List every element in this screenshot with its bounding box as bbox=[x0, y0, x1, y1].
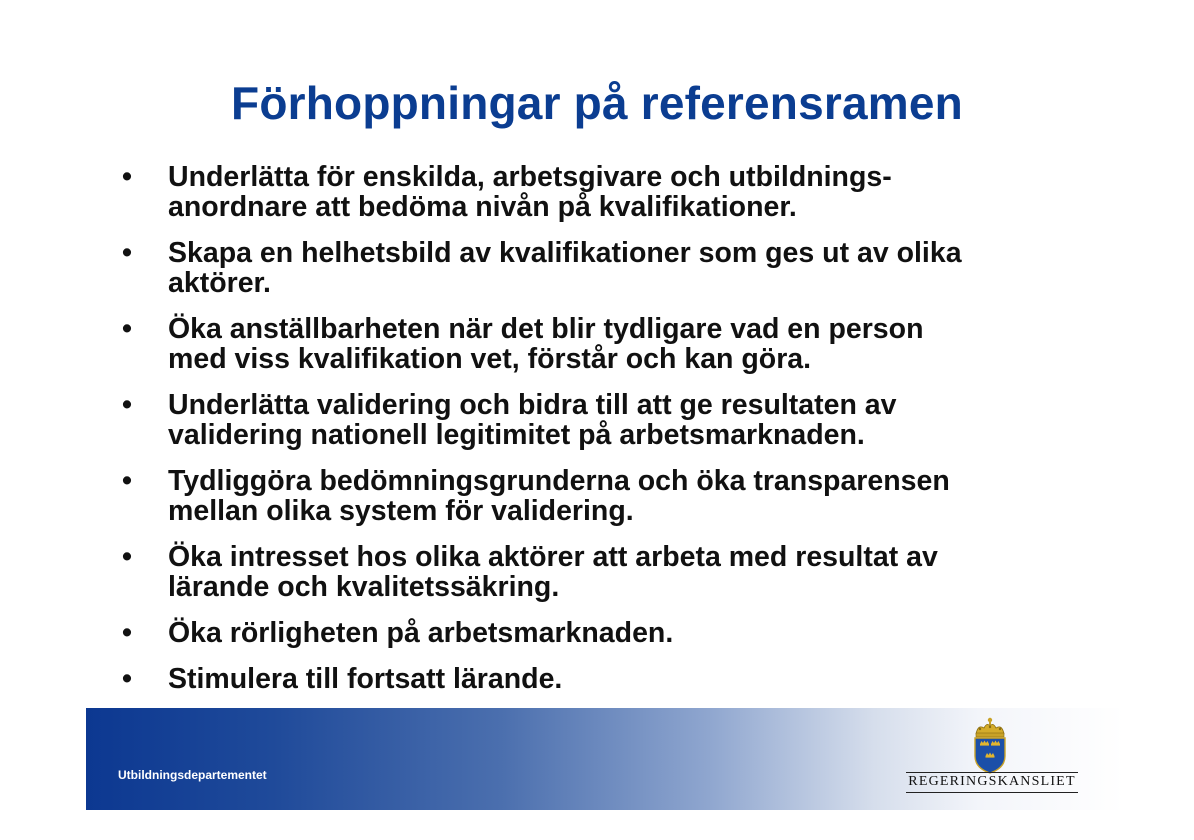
bullet-item bbox=[122, 162, 1082, 222]
government-logo bbox=[900, 716, 1080, 800]
bullet-dot: • bbox=[122, 617, 132, 649]
bullet-dot: • bbox=[122, 663, 132, 695]
bullet-item bbox=[122, 314, 1082, 374]
bullet-item bbox=[122, 542, 1082, 602]
bullet-list bbox=[122, 162, 1082, 710]
logo-rule-top bbox=[906, 772, 1078, 773]
bullet-line: Öka rörligheten på arbetsmarknaden. bbox=[168, 617, 674, 649]
bullet-line: anordnare att bedöma nivån på kvalifikationer. bbox=[168, 191, 797, 223]
bullet-item bbox=[122, 238, 1082, 298]
bullet-line: aktörer. bbox=[168, 267, 271, 299]
bullet-line: Skapa en helhetsbild av kvalifikationer som ges ut av olika bbox=[168, 237, 962, 269]
bullet-dot: • bbox=[122, 313, 132, 345]
logo-text: REGERINGSKANSLIET bbox=[908, 774, 1076, 789]
bullet-line: validering nationell legitimitet på arbetsmarknaden. bbox=[168, 419, 865, 451]
bullet-line: med viss kvalifikation vet, förstår och kan göra. bbox=[168, 343, 812, 375]
bullet-line: Tydliggöra bedömningsgrunderna och öka transparensen bbox=[168, 465, 950, 497]
bullet-item bbox=[122, 618, 1082, 648]
bullet-line: lärande och kvalitetssäkring. bbox=[168, 571, 560, 603]
department-label: Utbildningsdepartementet bbox=[118, 768, 267, 782]
bullet-item bbox=[122, 664, 1082, 694]
bullet-line: Öka intresset hos olika aktörer att arbeta med resultat av bbox=[168, 541, 938, 573]
bullet-dot: • bbox=[122, 541, 132, 573]
bullet-dot: • bbox=[122, 465, 132, 497]
bullet-line: Öka anställbarheten när det blir tydligare vad en person bbox=[168, 313, 924, 345]
bullet-dot: • bbox=[122, 161, 132, 193]
bullet-line: Underlätta validering och bidra till att ge resultaten av bbox=[168, 389, 897, 421]
bullet-dot: • bbox=[122, 237, 132, 269]
bullet-line: Stimulera till fortsatt lärande. bbox=[168, 663, 563, 695]
bullet-dot: • bbox=[122, 389, 132, 421]
bullet-item bbox=[122, 390, 1082, 450]
bullet-line: Underlätta för enskilda, arbetsgivare och utbildnings- bbox=[168, 161, 892, 193]
bullet-item bbox=[122, 466, 1082, 526]
logo-rule-bottom bbox=[906, 792, 1078, 793]
crown-shield-icon bbox=[968, 716, 1012, 774]
slide-title: Förhoppningar på referensramen bbox=[231, 77, 963, 129]
bullet-line: mellan olika system för validering. bbox=[168, 495, 634, 527]
